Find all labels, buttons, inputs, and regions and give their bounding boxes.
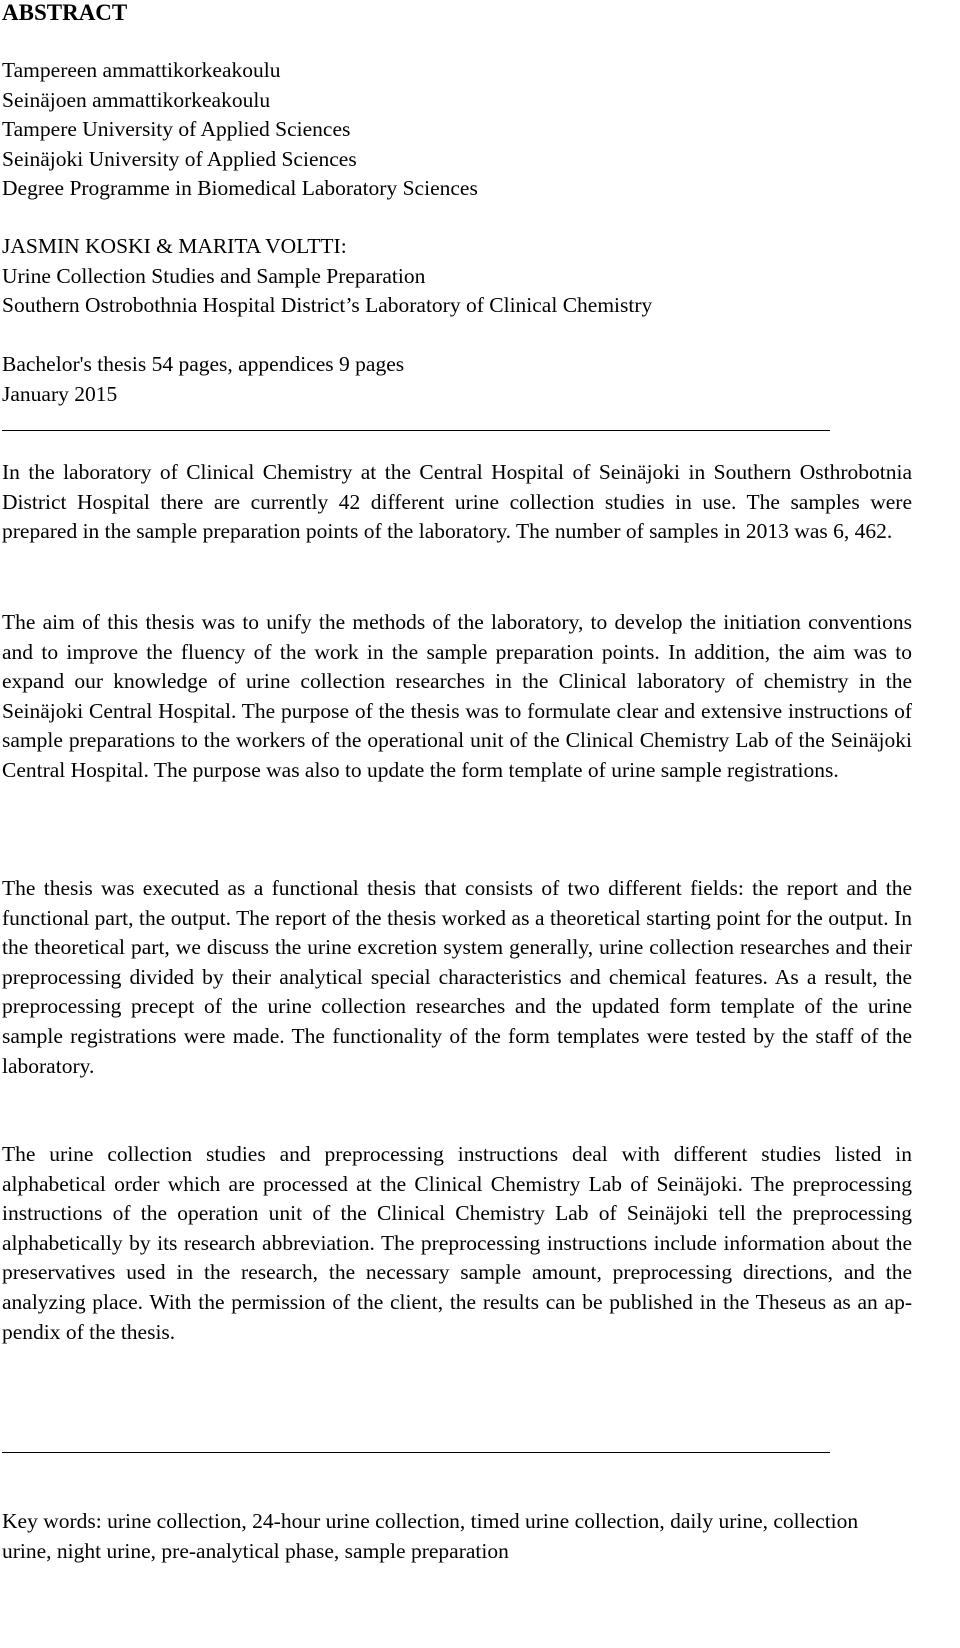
authors-title-block: [2, 232, 652, 321]
bottom-divider: [2, 1452, 830, 1453]
abstract-paragraph-2: The aim of this thesis was to unify the methods of the laboratory, to develop the initiation conventions and to improve the fluency of the work in the sample preparation points. In addition, the aim was to expand our knowledge of urine collection researches in the Clinical laboratory of chemistry in the Seinäjoki Central Hospital. The purpose of the thesis was to formulate clear and extensive instructions of sample preparations to the workers of the operational unit of the Clinical Chemistry Lab of the Seinäjoki Central Hospital. The purpose was also to update the form template of urine sample registrations.: [2, 610, 912, 782]
institution-line: Tampereen ammattikorkeakoulu: [2, 58, 281, 82]
top-divider: [2, 430, 830, 431]
thesis-meta-block: [2, 350, 404, 409]
thesis-subtitle: Southern Ostrobothnia Hospital District’s Laboratory of Clinical Chemistry: [2, 293, 653, 317]
institution-line: Seinäjoki University of Applied Sciences: [2, 146, 357, 171]
thesis-title: Urine Collection Studies and Sample Preparation: [2, 263, 426, 288]
institution-block: [2, 56, 478, 204]
thesis-date: January 2015: [2, 381, 118, 406]
institution-line: Seinäjoen ammattikorkeakoulu: [2, 87, 271, 112]
abstract-paragraph-4: The urine collection studies and preprocessing instructions deal with different studies listed in alphabetical order which are processed at the Clinical Chemistry Lab of Seinäjoki. The preprocessing instructions of the operation unit of the Clinical Chemistry Lab of Seinäjoki tell the preprocessing alphabetically by its research abbreviation. The preprocessing instructions include information about the preservatives used in the research, the necessary sample amount, preprocessing directions, and the analyzing place. With the permission of the client, the results can be published in the Theseus as an appendix of the thesis.: [2, 1142, 912, 1344]
degree-programme: Degree Programme in Biomedical Laboratory Sciences: [2, 176, 478, 200]
abstract-paragraph-1: In the laboratory of Clinical Chemistry at the Central Hospital of Seinäjoki in Southern Osthrobotnia District Hospital there are currently 42 different urine collection studies in use. The samples were prepared in the sample preparation points of the laboratory. The number of samples in 2013 was 6, 462.: [2, 460, 912, 544]
authors: JASMIN KOSKI & MARITA VOLTTI:: [2, 234, 347, 258]
institution-line: Tampere University of Applied Sciences: [2, 117, 351, 141]
abstract-heading: ABSTRACT: [2, 0, 128, 25]
abstract-paragraph-3: The thesis was executed as a functional thesis that consists of two different fields: the report and the functional part, the output. The report of the thesis worked as a theoretical starting point for the output. In the theoretical part, we discuss the urine excretion system generally, urine collection researches and their preprocessing divided by their analytical special characteristics and chemical features. As a result, the preprocessing precept of the urine collection researches and the updated form template of the urine sample registrations were made. The functionality of the form templates were tested by the staff of the laboratory.: [2, 876, 912, 1078]
keywords: Key words: urine collection, 24-hour urine collection, timed urine collection, daily urine, collection urine, night urine, pre-analytical phase, sample preparation: [2, 1509, 859, 1563]
page-count: Bachelor's thesis 54 pages, appendices 9 pages: [2, 352, 405, 376]
